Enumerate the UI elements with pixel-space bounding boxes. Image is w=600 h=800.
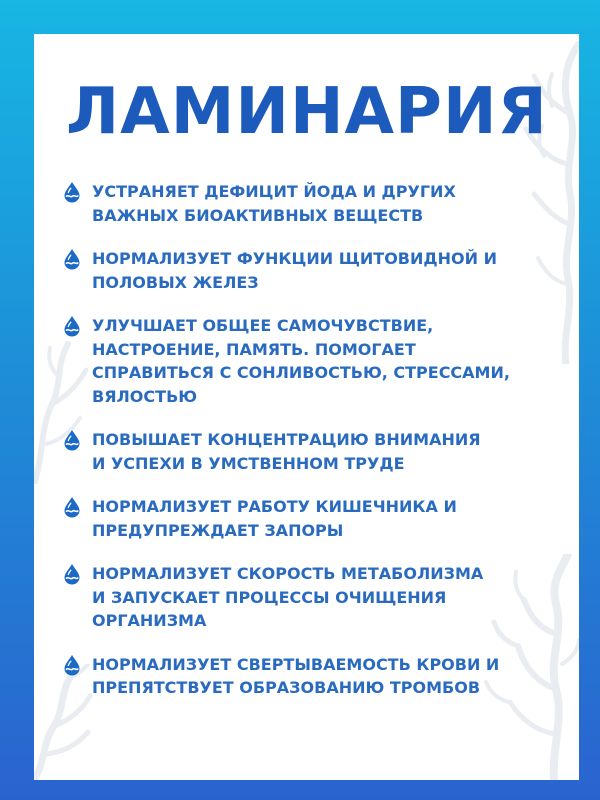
benefit-line: НАСТРОЕНИЕ, ПАМЯТЬ. ПОМОГАЕТ <box>92 339 416 359</box>
water-drop-icon <box>61 248 83 270</box>
benefit-list <box>61 180 561 700</box>
benefit-line: ВАЖНЫХ БИОАКТИВНЫХ ВЕЩЕСТВ <box>92 205 424 225</box>
benefit-line: ПРЕПЯТСТВУЕТ ОБРАЗОВАНИЮ ТРОМБОВ <box>92 678 481 697</box>
content-panel <box>34 34 579 780</box>
benefit-line: НОРМАЛИЗУЕТ СКОРОСТЬ МЕТАБОЛИЗМА <box>92 564 484 583</box>
benefit-line: ПОЛОВЫХ ЖЕЛЕЗ <box>92 272 259 292</box>
benefit-line: ПРЕДУПРЕЖДАЕТ ЗАПОРЫ <box>92 520 344 540</box>
benefit-line: ПОВЫШАЕТ КОНЦЕНТРАЦИЮ ВНИМАНИЯ <box>92 430 481 449</box>
page-title: ЛАМИНАРИЯ <box>66 75 548 149</box>
benefit-item <box>61 180 561 227</box>
water-drop-icon <box>61 496 83 518</box>
water-drop-icon <box>61 563 83 585</box>
benefit-text <box>92 653 561 700</box>
benefit-line: И ЗАПУСКАЕТ ПРОЦЕССЫ ОЧИЩЕНИЯ <box>92 587 447 607</box>
benefit-text <box>92 495 561 542</box>
benefit-item <box>61 314 561 408</box>
benefit-text <box>92 428 561 475</box>
benefit-line: НОРМАЛИЗУЕТ СВЕРТЫВАЕМОСТЬ КРОВИ И <box>92 654 500 674</box>
water-drop-icon <box>61 654 83 676</box>
benefit-line: ВЯЛОСТЬЮ <box>92 386 198 406</box>
benefit-item <box>61 247 561 294</box>
water-drop-icon <box>61 315 83 337</box>
benefit-item <box>61 653 561 700</box>
water-drop-icon <box>61 181 83 203</box>
benefit-line: НОРМАЛИЗУЕТ РАБОТУ КИШЕЧНИКА И <box>92 497 457 516</box>
benefit-text <box>92 247 561 294</box>
benefit-item <box>61 495 561 542</box>
benefit-line: УЛУЧШАЕТ ОБЩЕЕ САМОЧУВСТВИЕ, <box>92 316 434 335</box>
benefit-item <box>61 428 561 475</box>
benefit-line: ОРГАНИЗМА <box>92 611 207 630</box>
benefit-text <box>92 562 561 633</box>
benefit-item <box>61 562 561 633</box>
water-drop-icon <box>61 429 83 451</box>
benefit-line: УСТРАНЯЕТ ДЕФИЦИТ ЙОДА И ДРУГИХ <box>92 182 456 201</box>
benefit-line: И УСПЕХИ В УМСТВЕННОМ ТРУДЕ <box>92 453 405 473</box>
benefit-text <box>92 180 561 227</box>
benefit-line: НОРМАЛИЗУЕТ ФУНКЦИИ ЩИТОВИДНОЙ И <box>92 249 497 268</box>
benefit-text <box>92 314 561 408</box>
benefit-line: СПРАВИТЬСЯ С СОНЛИВОСТЬЮ, СТРЕССАМИ, <box>92 363 510 382</box>
